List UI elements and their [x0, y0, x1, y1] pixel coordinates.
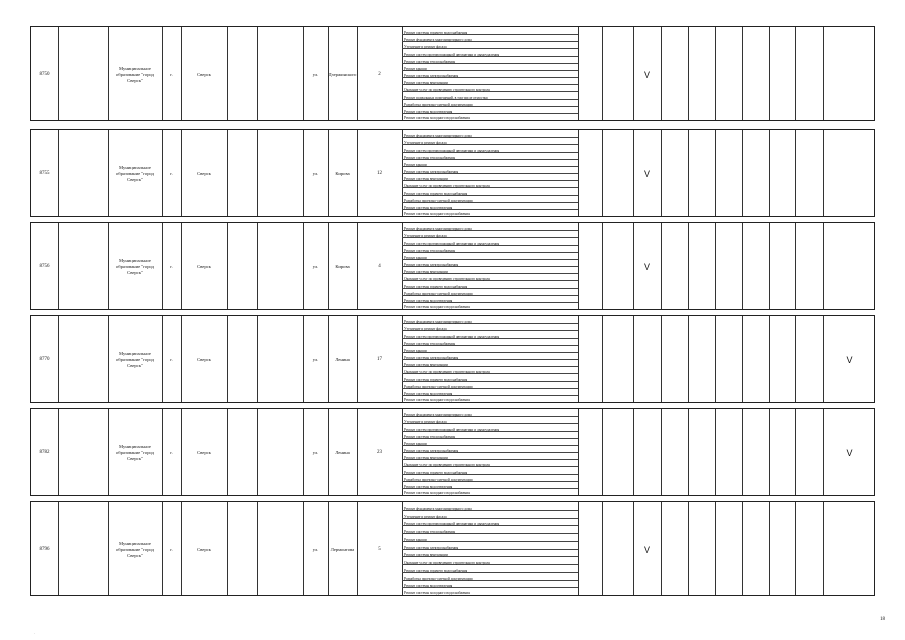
list-item: [402, 81, 578, 85]
column-divider: [661, 223, 662, 309]
work-label: Ремонт системы горячего водоснабжения: [404, 285, 468, 289]
works-list: [402, 316, 578, 402]
column-divider: [661, 27, 662, 120]
column-divider: [795, 316, 796, 402]
column-divider: [742, 409, 743, 495]
cell-house: 17: [377, 357, 382, 362]
list-item: [402, 263, 578, 267]
list-item: [402, 327, 578, 331]
column-divider: [257, 502, 258, 595]
cell-house: 23: [377, 450, 382, 455]
corner-mark: ·: [34, 631, 36, 636]
list-item: [402, 363, 578, 367]
column-divider: [58, 130, 59, 216]
cell-street: Кирова: [335, 264, 350, 269]
list-item: [402, 299, 578, 303]
cell-street-type: ул.: [312, 71, 319, 77]
list-item: [402, 530, 578, 534]
column-divider: [688, 409, 689, 495]
work-label: Ремонт системы водоотведения: [404, 299, 453, 303]
column-divider: [715, 316, 716, 402]
work-label: Ремонт систем противопожарной автоматики и дымоудаления: [404, 522, 500, 526]
list-item: [402, 577, 578, 581]
work-label: Ремонт системы теплоснабжения: [404, 435, 456, 439]
column-divider: [602, 223, 603, 309]
column-divider: [227, 409, 228, 495]
column-divider: [58, 502, 59, 595]
work-label: Утепление и ремонт фасада: [404, 420, 447, 424]
column-divider: [688, 130, 689, 216]
cell-municipality: Муниципальное образование "город Сверск": [115, 540, 155, 558]
work-label: Ремонт крыши: [404, 538, 427, 542]
column-divider: [688, 502, 689, 595]
cell-settlement: Сверск: [197, 546, 211, 552]
work-label: Ремонт системы электроснабжения: [404, 170, 459, 174]
cell-street: Ленина: [335, 357, 350, 362]
check-mark: V: [643, 262, 650, 272]
list-item: [402, 442, 578, 446]
list-item: [402, 463, 578, 467]
work-label: Ремонт крыши: [404, 163, 427, 167]
work-label: Ремонт системы электроснабжения: [404, 356, 459, 360]
cell-settlement-type: г.: [170, 264, 173, 269]
work-label: Ремонт системы холодного водоснабжения: [404, 491, 470, 495]
list-item: [402, 561, 578, 565]
column-divider: [661, 409, 662, 495]
column-divider: [823, 223, 824, 309]
list-item: [402, 435, 578, 439]
column-divider: [578, 130, 579, 216]
list-item: [402, 134, 578, 138]
column-divider: [578, 27, 579, 120]
work-label: Утепление и ремонт фасада: [404, 45, 447, 49]
list-item: [402, 163, 578, 167]
work-label: Ремонт системы водоотведения: [404, 584, 453, 588]
list-item: [402, 170, 578, 174]
work-label: Разработка проектно-сметной документации: [404, 292, 473, 296]
column-divider: [715, 27, 716, 120]
column-divider: [602, 27, 603, 120]
work-label: Ремонт системы теплоснабжения: [404, 342, 456, 346]
work-label: Ремонт системы холодного водоснабжения: [404, 305, 470, 309]
list-item: [402, 256, 578, 260]
work-label: Ремонт крыши: [404, 256, 427, 260]
table-row: [30, 26, 875, 121]
cell-municipality: Муниципальное образование "город Сверск": [115, 65, 155, 83]
list-item: [402, 103, 578, 107]
cell-settlement-type: г.: [170, 357, 173, 362]
work-label: Ремонт системы вентиляции: [404, 270, 448, 274]
column-divider: [769, 130, 770, 216]
column-divider: [742, 223, 743, 309]
work-label: Оказание услуг по проведению строительного контроля: [404, 277, 490, 281]
list-item: [402, 45, 578, 49]
cell-settlement-type: г.: [170, 171, 173, 176]
table-row: [30, 222, 875, 310]
list-item: [402, 584, 578, 588]
list-item: [402, 74, 578, 78]
column-divider: [688, 223, 689, 309]
work-label: Разработка проектно-сметной документации: [404, 577, 473, 581]
list-item: [402, 370, 578, 374]
list-item: [402, 342, 578, 346]
column-divider: [257, 223, 258, 309]
work-label: Утепление и ремонт фасада: [404, 141, 447, 145]
work-label: Ремонт системы теплоснабжения: [404, 60, 456, 64]
work-label: Ремонт системы электроснабжения: [404, 74, 459, 78]
work-label: Ремонт системы холодного водоснабжения: [404, 116, 470, 120]
cell-id: 8770: [39, 357, 50, 362]
column-divider: [769, 409, 770, 495]
list-item: [402, 156, 578, 160]
cell-id: 8782: [39, 450, 50, 455]
page-number: 18: [880, 617, 885, 622]
check-mark: V: [643, 69, 650, 80]
list-item: [402, 449, 578, 453]
table-row: [30, 315, 875, 403]
list-item: [402, 507, 578, 511]
cell-municipality: Муниципальное образование "город Сверск": [115, 165, 155, 182]
column-divider: [227, 130, 228, 216]
table-row: [30, 408, 875, 496]
list-item: [402, 234, 578, 238]
work-label: Ремонт крыши: [404, 349, 427, 353]
table-row: [30, 501, 875, 596]
work-label: Ремонт системы электроснабжения: [404, 449, 459, 453]
column-divider: [795, 130, 796, 216]
list-item: [402, 335, 578, 339]
column-divider: [795, 27, 796, 120]
work-label: Оказание услуг по проведению строительного контроля: [404, 184, 490, 188]
works-list: [402, 130, 578, 216]
list-item: [402, 569, 578, 573]
cell-settlement: Сверск: [197, 357, 211, 362]
work-label: Ремонт системы вентиляции: [404, 81, 448, 85]
work-label: Ремонт крыши: [404, 67, 427, 71]
column-divider: [602, 502, 603, 595]
work-label: Разработка проектно-сметной документации: [404, 199, 473, 203]
column-divider: [769, 316, 770, 402]
list-item: [402, 292, 578, 296]
work-label: Ремонт системы холодного водоснабжения: [404, 212, 470, 216]
list-item: [402, 67, 578, 71]
list-item: [402, 428, 578, 432]
work-label: Разработка проектно-сметной документации: [404, 478, 473, 482]
column-divider: [795, 502, 796, 595]
work-label: Ремонт систем противопожарной автоматики и дымоудаления: [404, 149, 500, 153]
work-label: Ремонт крыши: [404, 442, 427, 446]
cell-street-type: ул.: [312, 546, 319, 552]
check-mark: V: [643, 544, 650, 555]
column-divider: [257, 409, 258, 495]
work-label: Ремонт систем противопожарной автоматики и дымоудаления: [404, 242, 500, 246]
work-label: Ремонт системы вентиляции: [404, 553, 448, 557]
cell-id: 8755: [39, 171, 50, 176]
column-divider: [715, 409, 716, 495]
work-label: Ремонт фундамента многоквартирного дома: [404, 320, 472, 324]
work-label: Оказание услуг по проведению строительного контроля: [404, 88, 490, 92]
cell-street-type: ул.: [312, 171, 319, 176]
column-divider: [58, 316, 59, 402]
work-label: Ремонт системы электроснабжения: [404, 546, 459, 550]
column-divider: [602, 409, 603, 495]
list-item: [402, 199, 578, 203]
list-item: [402, 249, 578, 253]
cell-street: Ленина: [335, 450, 350, 455]
column-divider: [661, 316, 662, 402]
list-item: [402, 378, 578, 382]
column-divider: [769, 223, 770, 309]
work-label: Ремонт системы холодного водоснабжения: [404, 591, 470, 595]
cell-street: Дзержинского: [328, 71, 357, 77]
column-divider: [795, 409, 796, 495]
column-divider: [257, 27, 258, 120]
column-divider: [227, 316, 228, 402]
column-divider: [602, 316, 603, 402]
work-label: Ремонт фундамента многоквартирного дома: [404, 38, 472, 42]
work-label: Ремонт системы вентиляции: [404, 177, 448, 181]
list-item: [402, 471, 578, 475]
column-divider: [257, 316, 258, 402]
column-divider: [633, 409, 634, 495]
column-divider: [715, 130, 716, 216]
list-item: [402, 456, 578, 460]
work-label: Ремонт системы горячего водоснабжения: [404, 471, 468, 475]
list-item: [402, 177, 578, 181]
column-divider: [742, 502, 743, 595]
column-divider: [688, 27, 689, 120]
cell-settlement: Сверск: [197, 171, 211, 176]
list-item: [402, 385, 578, 389]
list-item: [402, 110, 578, 114]
column-divider: [715, 502, 716, 595]
column-divider: [227, 502, 228, 595]
cell-settlement: Сверск: [197, 71, 211, 77]
column-divider: [58, 409, 59, 495]
work-label: Ремонт фундамента многоквартирного дома: [404, 413, 472, 417]
list-item: [402, 485, 578, 489]
cell-settlement: Сверск: [197, 450, 211, 455]
column-divider: [661, 130, 662, 216]
work-label: Ремонт системы горячего водоснабжения: [404, 378, 468, 382]
work-label: Ремонт системы электроснабжения: [404, 263, 459, 267]
table-row: [30, 129, 875, 217]
work-label: Утепление и ремонт фасада: [404, 327, 447, 331]
list-item: [402, 38, 578, 42]
check-mark: V: [643, 169, 650, 179]
list-item: [402, 242, 578, 246]
work-label: Ремонт фундамента многоквартирного дома: [404, 227, 472, 231]
column-divider: [227, 27, 228, 120]
list-item: [402, 320, 578, 324]
check-mark: V: [846, 448, 853, 458]
column-divider: [661, 502, 662, 595]
work-label: Ремонт системы холодного водоснабжения: [404, 398, 470, 402]
cell-house: 12: [377, 171, 382, 176]
work-label: Ремонт системы теплоснабжения: [404, 530, 456, 534]
column-divider: [769, 27, 770, 120]
column-divider: [823, 27, 824, 120]
work-label: Ремонт системы водоотведения: [404, 110, 453, 114]
cell-house: 2: [378, 71, 381, 77]
list-item: [402, 192, 578, 196]
column-divider: [795, 223, 796, 309]
column-divider: [715, 223, 716, 309]
work-label: Ремонт системы вентиляции: [404, 363, 448, 367]
column-divider: [688, 316, 689, 402]
cell-id: 8750: [39, 71, 50, 77]
work-label: Ремонт систем противопожарной автоматики и дымоудаления: [404, 53, 500, 57]
cell-id: 8756: [39, 264, 50, 269]
work-label: Утепление и ремонт фасада: [404, 234, 447, 238]
column-divider: [58, 223, 59, 309]
column-divider: [742, 130, 743, 216]
list-item: [402, 349, 578, 353]
cell-id: 8796: [39, 546, 50, 552]
work-label: Ремонт системы горячего водоснабжения: [404, 569, 468, 573]
column-divider: [633, 316, 634, 402]
cell-settlement-type: г.: [170, 71, 173, 77]
cell-street-type: ул.: [312, 357, 319, 362]
work-label: Ремонт фундамента многоквартирного дома: [404, 134, 472, 138]
list-item: [402, 538, 578, 542]
column-divider: [58, 27, 59, 120]
work-label: Ремонт систем противопожарной автоматики и дымоудаления: [404, 335, 500, 339]
works-list: [402, 223, 578, 309]
works-list: [402, 409, 578, 495]
column-divider: [823, 130, 824, 216]
cell-municipality: Муниципальное образование "город Сверск": [115, 444, 155, 461]
work-label: Ремонт системы водоотведения: [404, 485, 453, 489]
work-label: Оказание услуг по проведению строительного контроля: [404, 370, 490, 374]
list-item: [402, 60, 578, 64]
list-item: [402, 285, 578, 289]
column-divider: [769, 502, 770, 595]
cell-street: Лермонтова: [330, 546, 355, 552]
list-item: [402, 88, 578, 92]
list-item: [402, 141, 578, 145]
cell-street-type: ул.: [312, 264, 319, 269]
list-item: [402, 149, 578, 153]
work-label: Оказание услуг по проведению строительного контроля: [404, 561, 490, 565]
list-item: [402, 227, 578, 231]
column-divider: [578, 316, 579, 402]
list-item: [402, 53, 578, 57]
works-list: [402, 502, 578, 595]
work-label: Ремонт систем противопожарной автоматики и дымоудаления: [404, 428, 500, 432]
work-label: Ремонт подвальных помещений, в том числе отмостки: [404, 96, 488, 100]
work-label: Ремонт системы вентиляции: [404, 456, 448, 460]
list-item: [402, 277, 578, 281]
column-divider: [578, 409, 579, 495]
cell-house: 5: [378, 546, 381, 552]
cell-street: Кирова: [335, 171, 350, 176]
list-item: [402, 478, 578, 482]
column-divider: [742, 316, 743, 402]
work-label: Ремонт системы теплоснабжения: [404, 156, 456, 160]
cell-settlement-type: г.: [170, 546, 173, 552]
cell-settlement-type: г.: [170, 450, 173, 455]
check-mark: V: [846, 355, 853, 365]
list-item: [402, 553, 578, 557]
work-label: Ремонт фундамента многоквартирного дома: [404, 507, 472, 511]
list-item: [402, 270, 578, 274]
list-item: [402, 356, 578, 360]
work-label: Ремонт системы горячего водоснабжения: [404, 31, 468, 35]
column-divider: [823, 502, 824, 595]
work-label: Ремонт системы теплоснабжения: [404, 249, 456, 253]
column-divider: [227, 223, 228, 309]
list-item: [402, 206, 578, 210]
column-divider: [578, 502, 579, 595]
cell-house: 4: [378, 264, 381, 269]
cell-settlement: Сверск: [197, 264, 211, 269]
work-label: Ремонт системы горячего водоснабжения: [404, 192, 468, 196]
cell-street-type: ул.: [312, 450, 319, 455]
cell-municipality: Муниципальное образование "город Сверск": [115, 258, 155, 275]
works-list: [402, 27, 578, 120]
column-divider: [578, 223, 579, 309]
list-item: [402, 546, 578, 550]
work-label: Ремонт системы водоотведения: [404, 392, 453, 396]
list-item: [402, 31, 578, 35]
list-item: [402, 515, 578, 519]
column-divider: [602, 130, 603, 216]
work-label: Утепление и ремонт фасада: [404, 515, 447, 519]
column-divider: [742, 27, 743, 120]
work-label: Разработка проектно-сметной документации: [404, 103, 473, 107]
list-item: [402, 392, 578, 396]
list-item: [402, 184, 578, 188]
list-item: [402, 420, 578, 424]
cell-municipality: Муниципальное образование "город Сверск": [115, 351, 155, 368]
column-divider: [257, 130, 258, 216]
work-label: Разработка проектно-сметной документации: [404, 385, 473, 389]
list-item: [402, 96, 578, 100]
list-item: [402, 413, 578, 417]
work-label: Оказание услуг по проведению строительного контроля: [404, 463, 490, 467]
work-label: Ремонт системы водоотведения: [404, 206, 453, 210]
list-item: [402, 522, 578, 526]
